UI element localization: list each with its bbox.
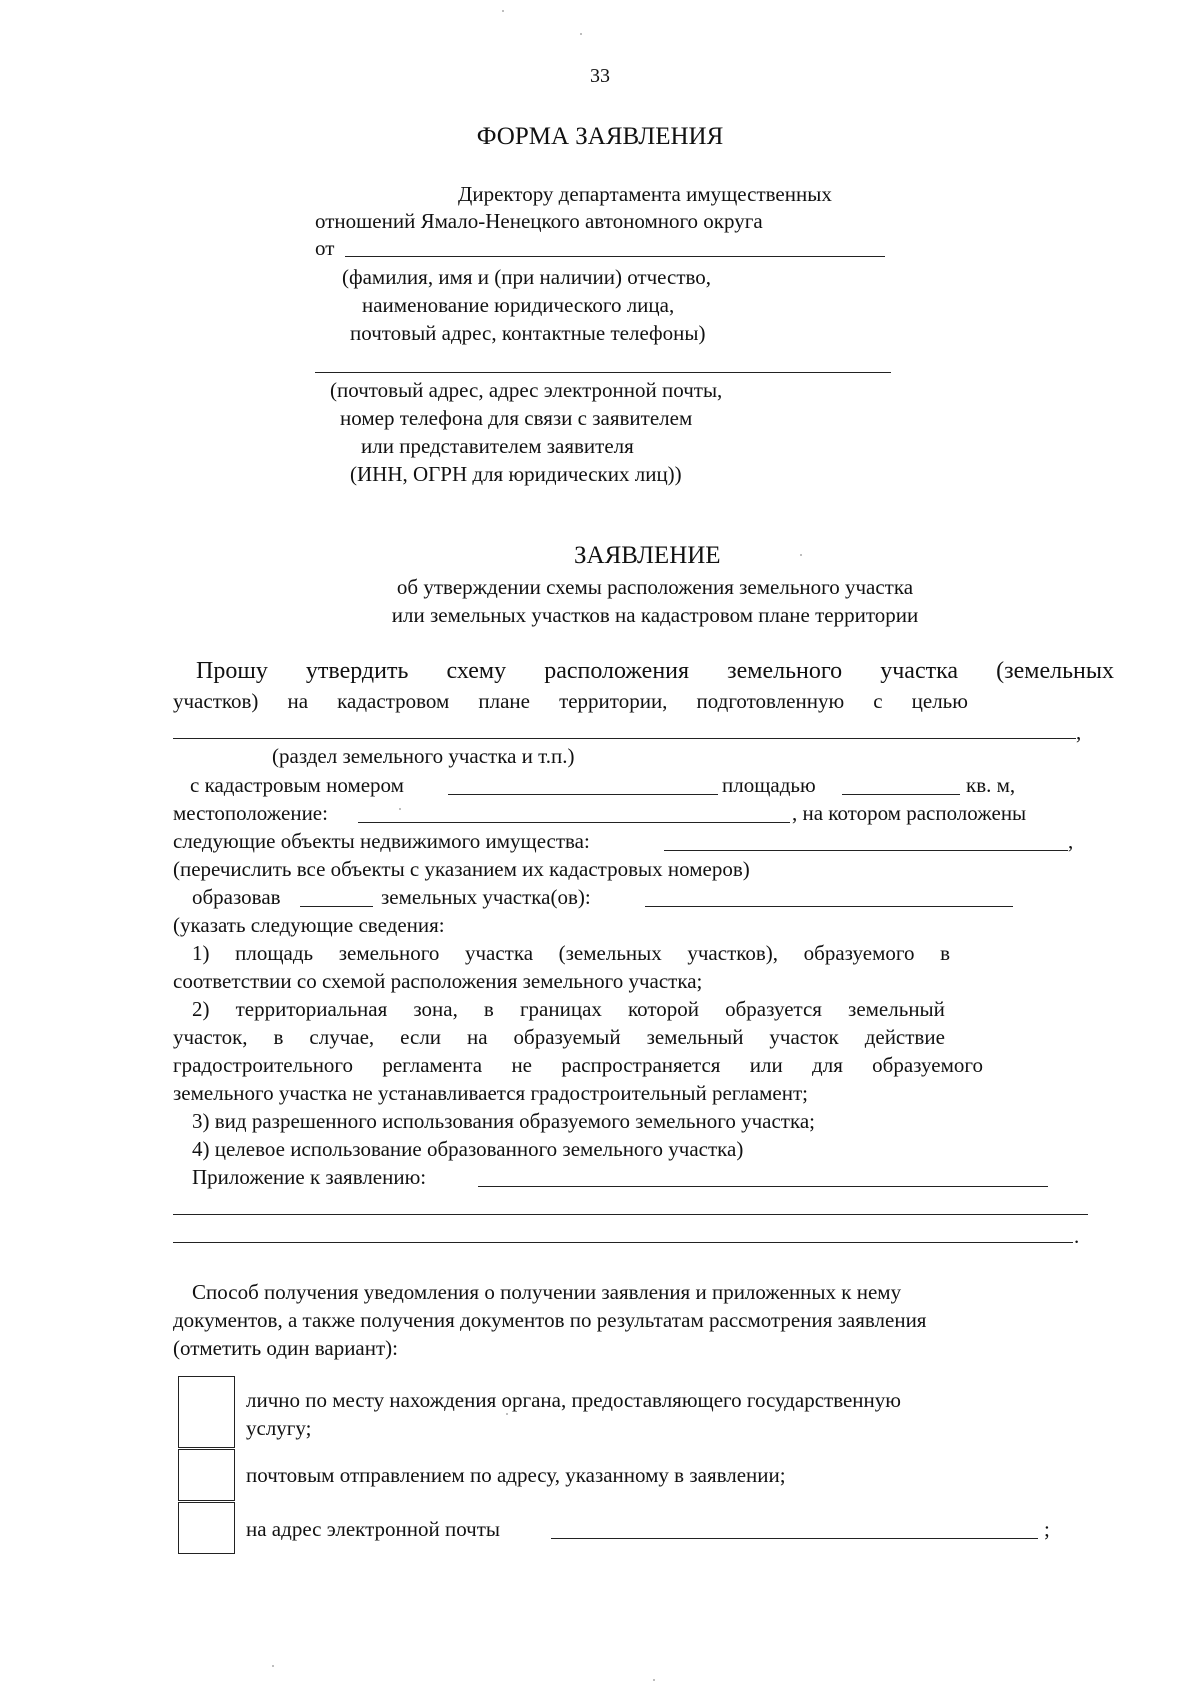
item-word: или — [749, 1053, 783, 1077]
option-1-line-2: услугу; — [246, 1416, 312, 1440]
item-word: 1) — [192, 941, 210, 965]
statement-subtitle-2: или земельных участков на кадастровом плане территории — [391, 603, 919, 627]
purpose-field[interactable] — [173, 738, 1076, 739]
item-3: 3) вид разрешенного использования образуемого земельного участка; — [192, 1109, 815, 1133]
from-label: от — [315, 236, 335, 260]
item-word: образуемого — [803, 941, 915, 965]
addressee-line-2: отношений Ямало-Ненецкого автономного округа — [315, 209, 763, 233]
request-word: Прошу — [196, 658, 268, 684]
item-word: участок, — [173, 1025, 248, 1049]
area-label: площадью — [722, 773, 816, 797]
item-word: для — [812, 1053, 843, 1077]
item-word: (земельных — [558, 941, 662, 965]
purpose-comma: , — [1076, 720, 1082, 744]
purpose-hint: (раздел земельного участка и т.п.) — [272, 744, 575, 768]
item-word: в — [940, 941, 950, 965]
applicant-hint-line-3: почтовый адрес, контактные телефоны) — [350, 321, 706, 345]
item-2-line-4: земельного участка не устанавливается градостроительный регламент; — [173, 1081, 808, 1105]
request-word: подготовленную — [696, 689, 845, 713]
contacts-hint-line-1: (почтовый адрес, адрес электронной почты, — [330, 378, 723, 402]
contacts-hint-line-3: или представителем заявителя — [361, 434, 634, 458]
location-label: местоположение: — [173, 801, 328, 825]
parcel-count-field[interactable] — [300, 906, 373, 907]
item-2-line-2 — [173, 1027, 945, 1048]
delivery-intro-line-1: Способ получения уведомления о получении заявления и приложенных к нему — [192, 1280, 902, 1304]
objects-field[interactable] — [664, 850, 1068, 851]
request-word: кадастровом — [337, 689, 450, 713]
applicant-hint-line-1: (фамилия, имя и (при наличии) отчество, — [342, 265, 712, 289]
item-word: образуемый — [513, 1025, 621, 1049]
request-word: расположения — [544, 658, 690, 684]
request-word: утвердить — [305, 658, 409, 684]
statement-title: ЗАЯВЛЕНИЕ — [574, 542, 721, 569]
item-word: участок — [769, 1025, 839, 1049]
item-4: 4) целевое использование образованного земельного участка) — [192, 1137, 744, 1161]
item-word: действие — [864, 1025, 945, 1049]
scan-speck — [580, 33, 582, 35]
item-word: земельного — [338, 941, 440, 965]
item-2-line-3 — [173, 1055, 983, 1076]
email-field[interactable] — [551, 1538, 1038, 1539]
forming-tail: земельных участка(ов): — [381, 885, 591, 909]
request-word: плане — [478, 689, 530, 713]
cadastral-number-field[interactable] — [448, 794, 718, 795]
option-3-checkbox[interactable] — [178, 1502, 235, 1554]
item-word: в — [483, 997, 494, 1021]
forming-label: образовав — [192, 885, 281, 909]
addressee-line-1: Директору департамента имущественных — [458, 182, 832, 206]
scan-speck — [399, 808, 401, 810]
item-word: если — [400, 1025, 442, 1049]
location-field[interactable] — [358, 822, 790, 823]
applicant-contacts-field[interactable] — [315, 372, 891, 373]
item-word: земельный — [848, 997, 945, 1021]
option-2-checkbox[interactable] — [178, 1449, 235, 1501]
item-word: участка — [464, 941, 534, 965]
item-word: зона, — [413, 997, 458, 1021]
option-1-line-1: лично по месту нахождения органа, предоставляющего государственную — [246, 1388, 901, 1412]
item-word: распространяется — [561, 1053, 721, 1077]
form-title: ФОРМА ЗАЯВЛЕНИЯ — [476, 123, 724, 150]
option-3: на адрес электронной почты — [246, 1517, 501, 1541]
contacts-hint-line-4: (ИНН, ОГРН для юридических лиц)) — [350, 462, 682, 486]
applicant-name-field[interactable] — [345, 256, 885, 257]
item-word: площадь — [235, 941, 314, 965]
item-word: регламента — [382, 1053, 483, 1077]
request-word: (земельных — [996, 658, 1114, 684]
statement-subtitle-1: об утверждении схемы расположения земельного участка — [396, 575, 914, 599]
request-word: территории, — [559, 689, 668, 713]
item-word: образуемого — [872, 1053, 983, 1077]
request-line-1 — [196, 659, 1114, 683]
scan-speck — [800, 554, 802, 556]
attachment-field-1[interactable] — [478, 1186, 1048, 1187]
scan-speck — [506, 1413, 508, 1415]
request-word: с — [873, 689, 883, 713]
item-word: которой — [628, 997, 700, 1021]
request-line-2 — [173, 691, 968, 712]
contacts-hint-line-2: номер телефона для связи с заявителем — [340, 406, 693, 430]
request-word: схему — [446, 658, 507, 684]
scan-speck — [502, 10, 504, 12]
item-1-line-2: соответствии со схемой расположения земельного участка; — [173, 969, 703, 993]
option-2: почтовым отправлением по адресу, указанному в заявлении; — [246, 1463, 786, 1487]
request-word: участков) — [173, 689, 259, 713]
applicant-hint-line-2: наименование юридического лица, — [362, 293, 675, 317]
area-unit: кв. м, — [966, 773, 1016, 797]
scan-speck — [653, 1679, 655, 1681]
item-1-line-1 — [192, 943, 950, 964]
item-word: на — [467, 1025, 488, 1049]
item-word: в — [273, 1025, 284, 1049]
item-word: образуется — [725, 997, 822, 1021]
item-2-line-1 — [192, 999, 945, 1020]
option-3-semicolon: ; — [1044, 1517, 1050, 1541]
scan-speck — [272, 1665, 274, 1667]
attachment-period: . — [1074, 1224, 1080, 1248]
item-word: земельный — [646, 1025, 744, 1049]
item-word: 2) — [192, 997, 210, 1021]
delivery-intro-line-3: (отметить один вариант): — [173, 1336, 398, 1360]
page-number: 33 — [590, 65, 610, 87]
location-tail: , на котором расположены — [792, 801, 1027, 825]
item-word: не — [511, 1053, 532, 1077]
attachment-field-2[interactable] — [173, 1214, 1088, 1215]
request-word: целью — [911, 689, 968, 713]
item-word: территориальная — [235, 997, 388, 1021]
objects-hint: (перечислить все объекты с указанием их кадастровых номеров) — [173, 857, 750, 881]
request-word: на — [287, 689, 309, 713]
delivery-intro-line-2: документов, а также получения документов по результатам рассмотрения заявления — [173, 1308, 927, 1332]
attachment-label: Приложение к заявлению: — [192, 1165, 427, 1189]
item-word: случае, — [309, 1025, 375, 1049]
formed-parcels-field[interactable] — [645, 906, 1013, 907]
cadastral-label: с кадастровым номером — [190, 773, 404, 797]
item-word: участков), — [687, 941, 779, 965]
item-word: градостроительного — [173, 1053, 354, 1077]
attachment-field-3[interactable] — [173, 1242, 1073, 1243]
objects-label: следующие объекты недвижимого имущества: — [173, 829, 590, 853]
request-word: участка — [880, 658, 959, 684]
item-word: границах — [519, 997, 602, 1021]
option-1-checkbox[interactable] — [178, 1376, 235, 1448]
area-field[interactable] — [842, 794, 960, 795]
request-word: земельного — [727, 658, 843, 684]
specify-label: (указать следующие сведения: — [173, 913, 445, 937]
objects-comma: , — [1068, 829, 1074, 853]
